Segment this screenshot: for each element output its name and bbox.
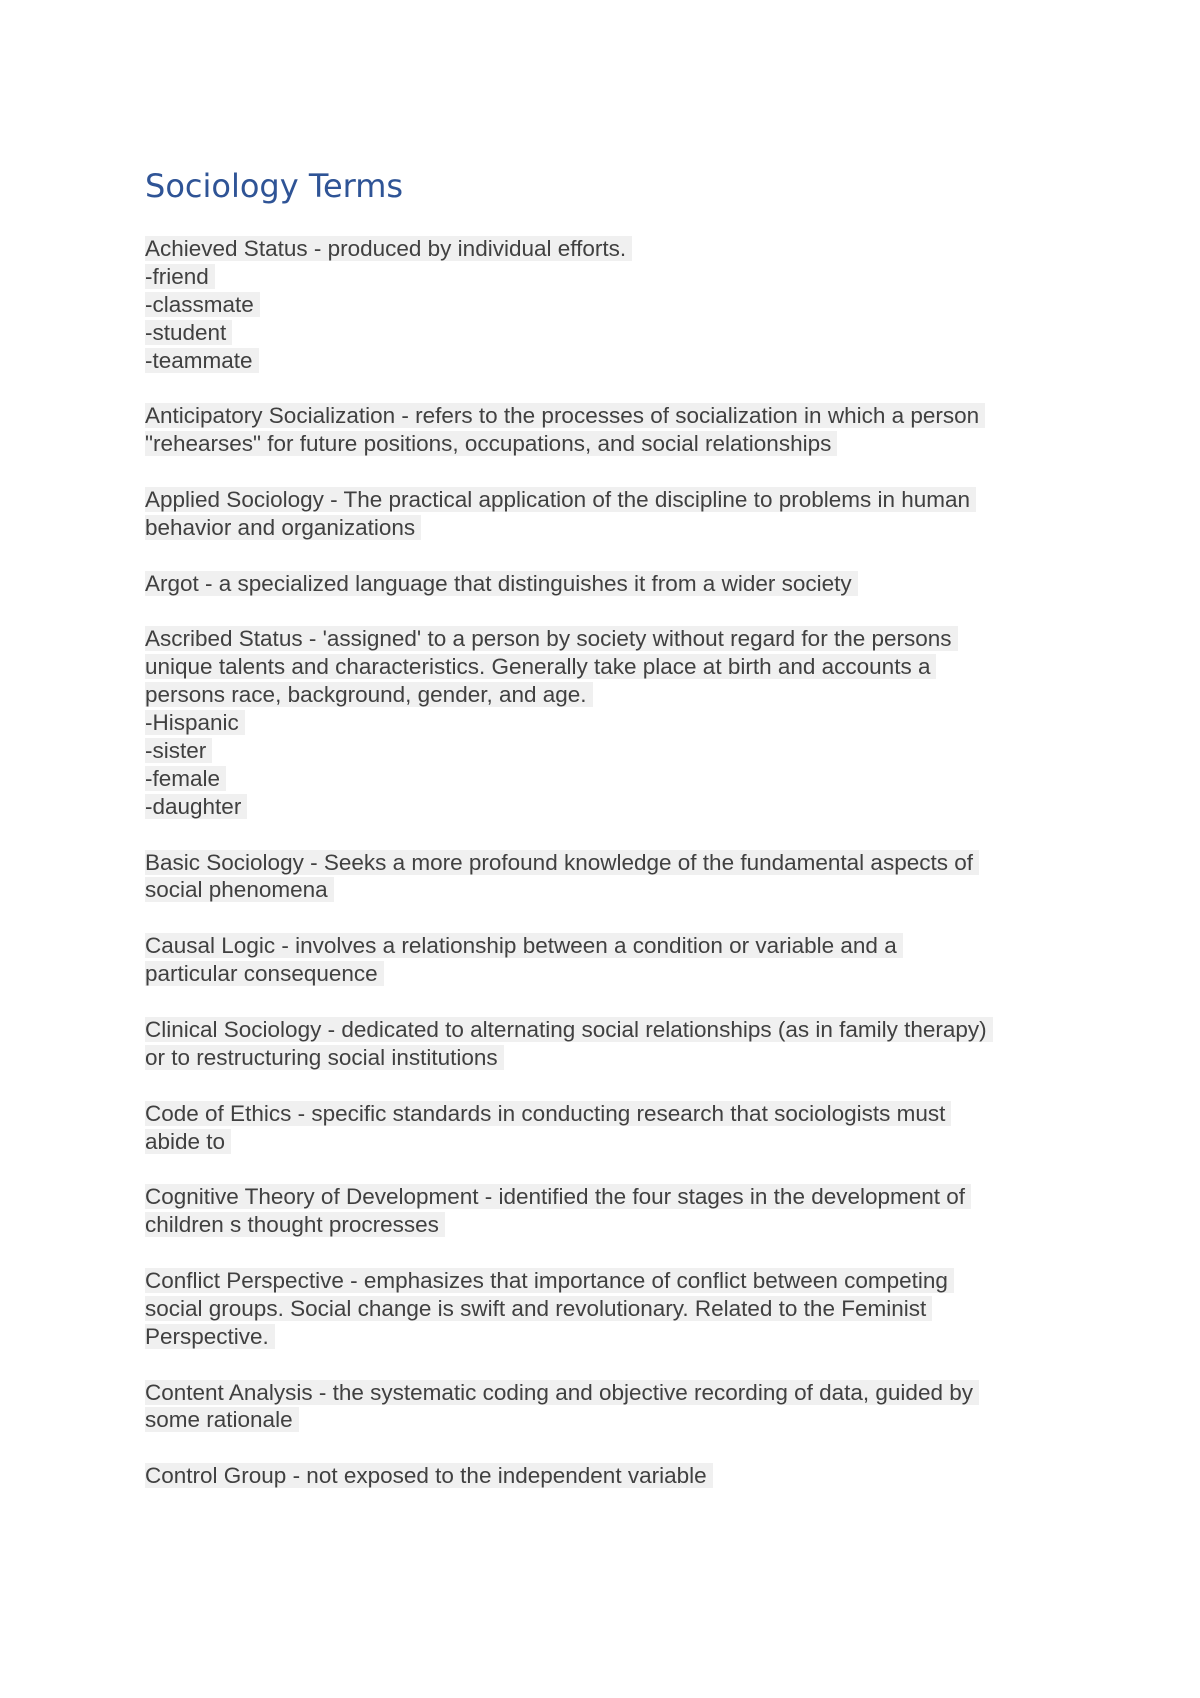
text-line xyxy=(145,793,1065,821)
line-text: particular consequence xyxy=(145,961,384,986)
line-text: "rehearses" for future positions, occupations, and social relationships xyxy=(145,431,837,456)
term-entry xyxy=(145,932,1065,988)
line-text: behavior and organizations xyxy=(145,515,421,540)
line-text: or to restructuring social institutions xyxy=(145,1045,504,1070)
line-text: Applied Sociology - The practical application of the discipline to problems in human xyxy=(145,487,976,512)
text-line xyxy=(145,1183,1065,1211)
line-text: -sister xyxy=(145,738,212,763)
text-line xyxy=(145,765,1065,793)
text-line xyxy=(145,319,1065,347)
text-line xyxy=(145,709,1065,737)
line-text: children s thought procresses xyxy=(145,1212,445,1237)
paragraph-spacer xyxy=(145,821,1065,849)
term-entry xyxy=(145,486,1065,542)
paragraph-spacer xyxy=(145,542,1065,570)
term-entry xyxy=(145,235,1065,374)
text-line xyxy=(145,932,1065,960)
line-text: social groups. Social change is swift and revolutionary. Related to the Feminist xyxy=(145,1296,932,1321)
text-line xyxy=(145,430,1065,458)
text-line xyxy=(145,1295,1065,1323)
text-line xyxy=(145,263,1065,291)
term-entry xyxy=(145,402,1065,458)
term-entry xyxy=(145,570,1065,598)
term-entry xyxy=(145,1462,1065,1490)
line-text: -Hispanic xyxy=(145,710,245,735)
paragraph-spacer xyxy=(145,904,1065,932)
paragraph-spacer xyxy=(145,1434,1065,1462)
paragraph-spacer xyxy=(145,1239,1065,1267)
line-text: abide to xyxy=(145,1129,231,1154)
text-line xyxy=(145,1267,1065,1295)
document-body xyxy=(145,235,1065,1490)
line-text: Basic Sociology - Seeks a more profound knowledge of the fundamental aspects of xyxy=(145,850,979,875)
text-line xyxy=(145,625,1065,653)
paragraph-spacer xyxy=(145,1072,1065,1100)
text-line xyxy=(145,1016,1065,1044)
text-line xyxy=(145,1100,1065,1128)
text-line xyxy=(145,347,1065,375)
line-text: Perspective. xyxy=(145,1324,275,1349)
line-text: Control Group - not exposed to the independent variable xyxy=(145,1463,713,1488)
line-text: Anticipatory Socialization - refers to the processes of socialization in which a person xyxy=(145,403,985,428)
term-entry xyxy=(145,1379,1065,1435)
line-text: Ascribed Status - 'assigned' to a person by society without regard for the persons xyxy=(145,626,958,651)
text-line xyxy=(145,681,1065,709)
line-text: Argot - a specialized language that distinguishes it from a wider society xyxy=(145,571,858,596)
term-entry xyxy=(145,1016,1065,1072)
text-line xyxy=(145,1406,1065,1434)
line-text: Cognitive Theory of Development - identified the four stages in the development of xyxy=(145,1184,971,1209)
line-text: -friend xyxy=(145,264,215,289)
term-entry xyxy=(145,849,1065,905)
text-line xyxy=(145,1462,1065,1490)
line-text: -student xyxy=(145,320,232,345)
term-entry xyxy=(145,1267,1065,1351)
document-title: Sociology Terms xyxy=(145,167,404,205)
text-line xyxy=(145,1323,1065,1351)
text-line xyxy=(145,1211,1065,1239)
term-entry xyxy=(145,1100,1065,1156)
text-line xyxy=(145,849,1065,877)
paragraph-spacer xyxy=(145,598,1065,626)
text-line xyxy=(145,514,1065,542)
line-text: Causal Logic - involves a relationship between a condition or variable and a xyxy=(145,933,903,958)
text-line xyxy=(145,486,1065,514)
line-text: Content Analysis - the systematic coding and objective recording of data, guided by xyxy=(145,1380,979,1405)
paragraph-spacer xyxy=(145,374,1065,402)
line-text: social phenomena xyxy=(145,877,334,902)
line-text: -female xyxy=(145,766,226,791)
line-text: unique talents and characteristics. Generally take place at birth and accounts a xyxy=(145,654,936,679)
paragraph-spacer xyxy=(145,458,1065,486)
line-text: Conflict Perspective - emphasizes that importance of conflict between competing xyxy=(145,1268,954,1293)
line-text: -teammate xyxy=(145,348,259,373)
line-text: Achieved Status - produced by individual efforts. xyxy=(145,236,632,261)
text-line xyxy=(145,653,1065,681)
line-text: Clinical Sociology - dedicated to alternating social relationships (as in family therapy) xyxy=(145,1017,993,1042)
text-line xyxy=(145,291,1065,319)
term-entry xyxy=(145,625,1065,820)
text-line xyxy=(145,1379,1065,1407)
paragraph-spacer xyxy=(145,988,1065,1016)
text-line xyxy=(145,570,1065,598)
text-line xyxy=(145,737,1065,765)
line-text: -classmate xyxy=(145,292,260,317)
line-text: Code of Ethics - specific standards in conducting research that sociologists must xyxy=(145,1101,951,1126)
line-text: persons race, background, gender, and age. xyxy=(145,682,593,707)
text-line xyxy=(145,402,1065,430)
term-entry xyxy=(145,1183,1065,1239)
paragraph-spacer xyxy=(145,1351,1065,1379)
text-line xyxy=(145,1128,1065,1156)
paragraph-spacer xyxy=(145,1155,1065,1183)
text-line xyxy=(145,1044,1065,1072)
text-line xyxy=(145,960,1065,988)
text-line xyxy=(145,876,1065,904)
line-text: some rationale xyxy=(145,1407,299,1432)
line-text: -daughter xyxy=(145,794,247,819)
text-line xyxy=(145,235,1065,263)
